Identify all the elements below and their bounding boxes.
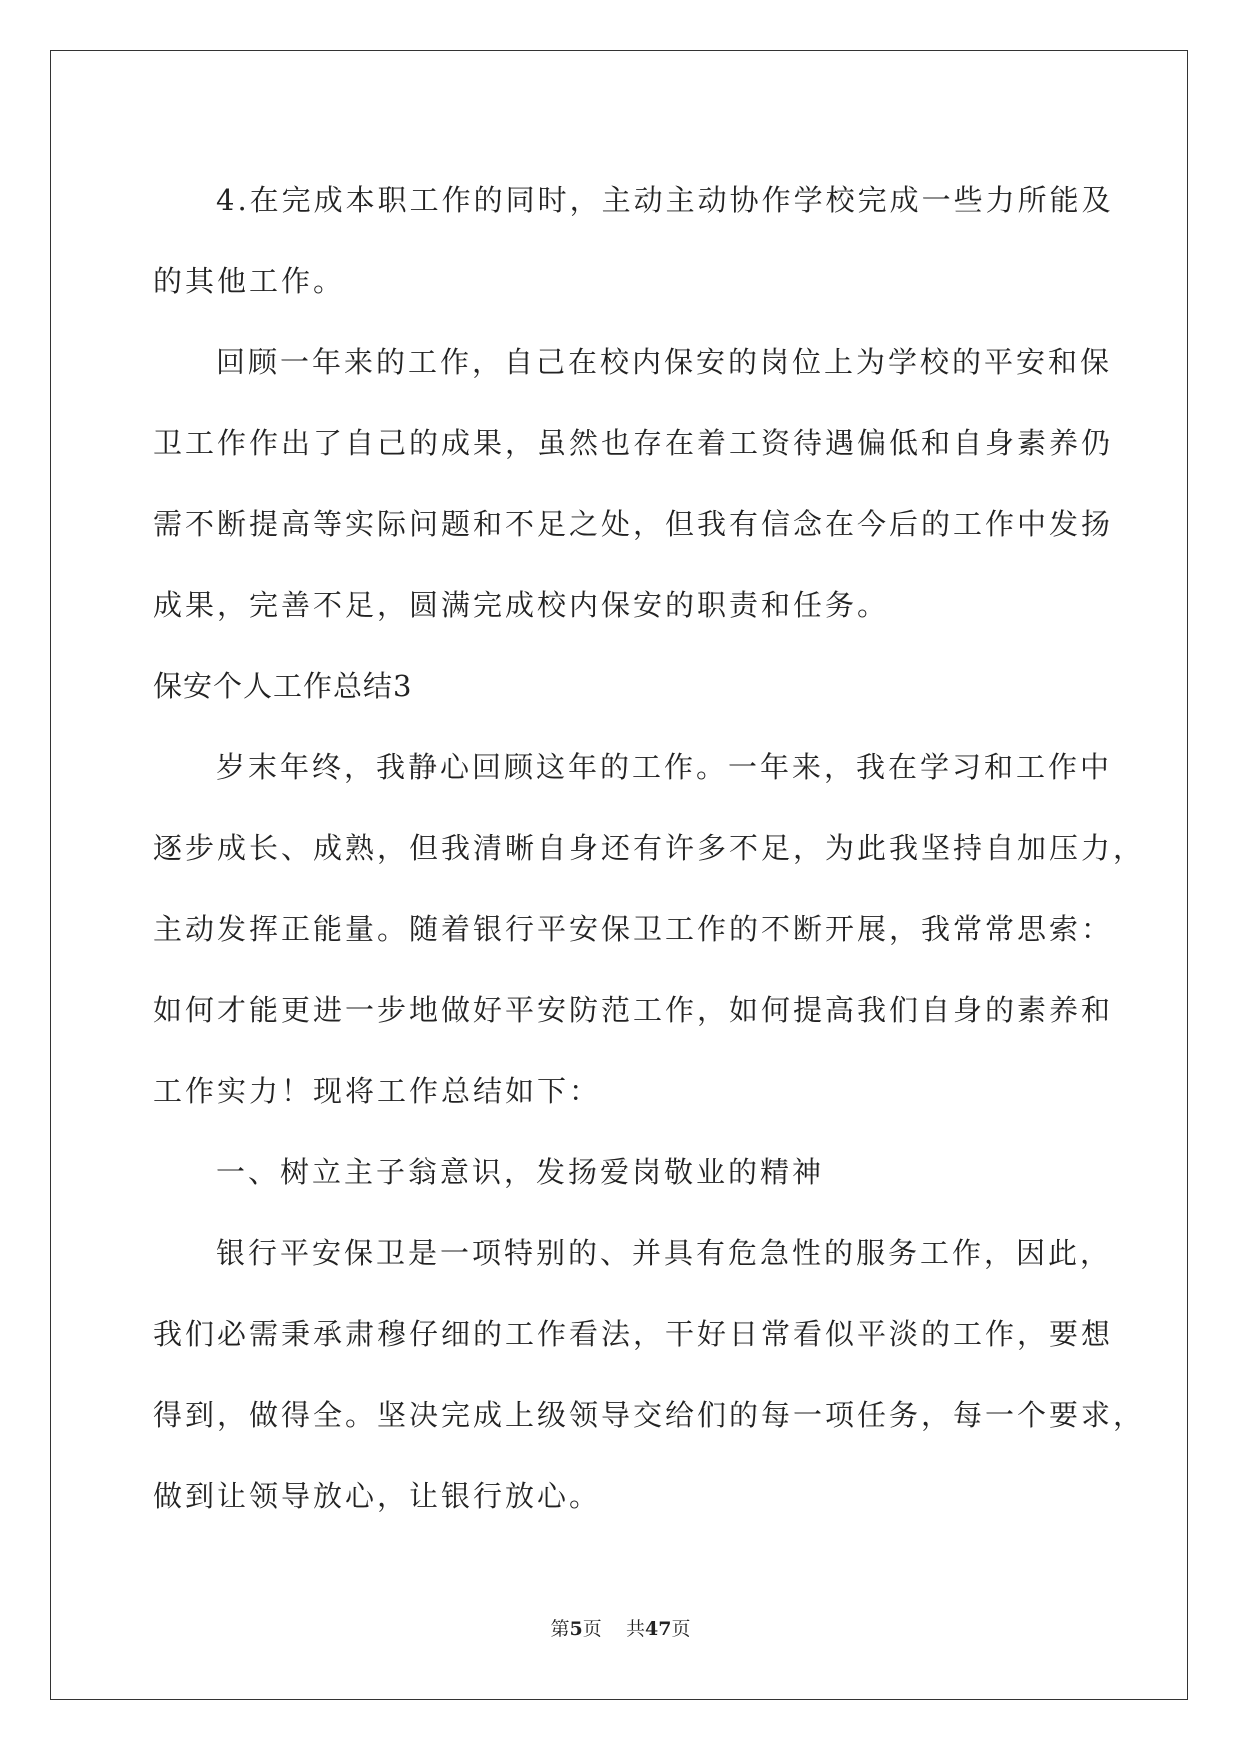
page-footer [0,1614,1241,1641]
section-heading: 保安个人工作总结3 [153,669,413,703]
document-body [153,160,1146,1537]
total-suffix: 页 [671,1618,691,1640]
page-number: 5 [569,1618,583,1640]
paragraph-line: 岁末年终，我静心回顾这年的工作。一年来，我在学习和工作中 [216,750,1113,784]
paragraph-line: 的其他工作。 [153,264,346,298]
paragraph-line: 如何才能更进一步地做好平安防范工作，如何提高我们自身的素养和 [153,993,1114,1027]
paragraph-line: 回顾一年来的工作，自己在校内保安的岗位上为学校的平安和保 [216,345,1113,379]
paragraph-line: 工作实力！现将工作总结如下： [153,1074,602,1108]
paragraph-line: 需不断提高等实际问题和不足之处，但我有信念在今后的工作中发扬 [153,507,1114,541]
total-pages: 47 [644,1618,672,1640]
page-prefix: 第 [550,1618,570,1640]
paragraph-line: 逐步成长、成熟，但我清晰自身还有许多不足，为此我坚持自加压力， [153,831,1146,865]
page-suffix: 页 [582,1618,602,1640]
paragraph-line: 卫工作作出了自己的成果，虽然也存在着工资待遇偏低和自身素养仍 [153,426,1114,460]
total-prefix: 共 [625,1618,645,1640]
paragraph-line: 做到让领导放心，让银行放心。 [153,1479,602,1513]
paragraph-line: 主动发挥正能量。随着银行平安保卫工作的不断开展，我常常思索： [153,912,1114,946]
paragraph-line: 我们必需秉承肃穆仔细的工作看法，干好日常看似平淡的工作，要想 [153,1317,1114,1351]
paragraph-line: 4.在完成本职工作的同时，主动主动协作学校完成一些力所能及 [216,183,1114,217]
paragraph-line: 得到，做得全。坚决完成上级领导交给们的每一项任务，每一个要求， [153,1398,1146,1432]
subsection-heading: 一、树立主子翁意识，发扬爱岗敬业的精神 [216,1155,825,1189]
paragraph-line: 银行平安保卫是一项特别的、并具有危急性的服务工作，因此， [216,1236,1113,1270]
paragraph-line: 成果，完善不足，圆满完成校内保安的职责和任务。 [153,588,890,622]
